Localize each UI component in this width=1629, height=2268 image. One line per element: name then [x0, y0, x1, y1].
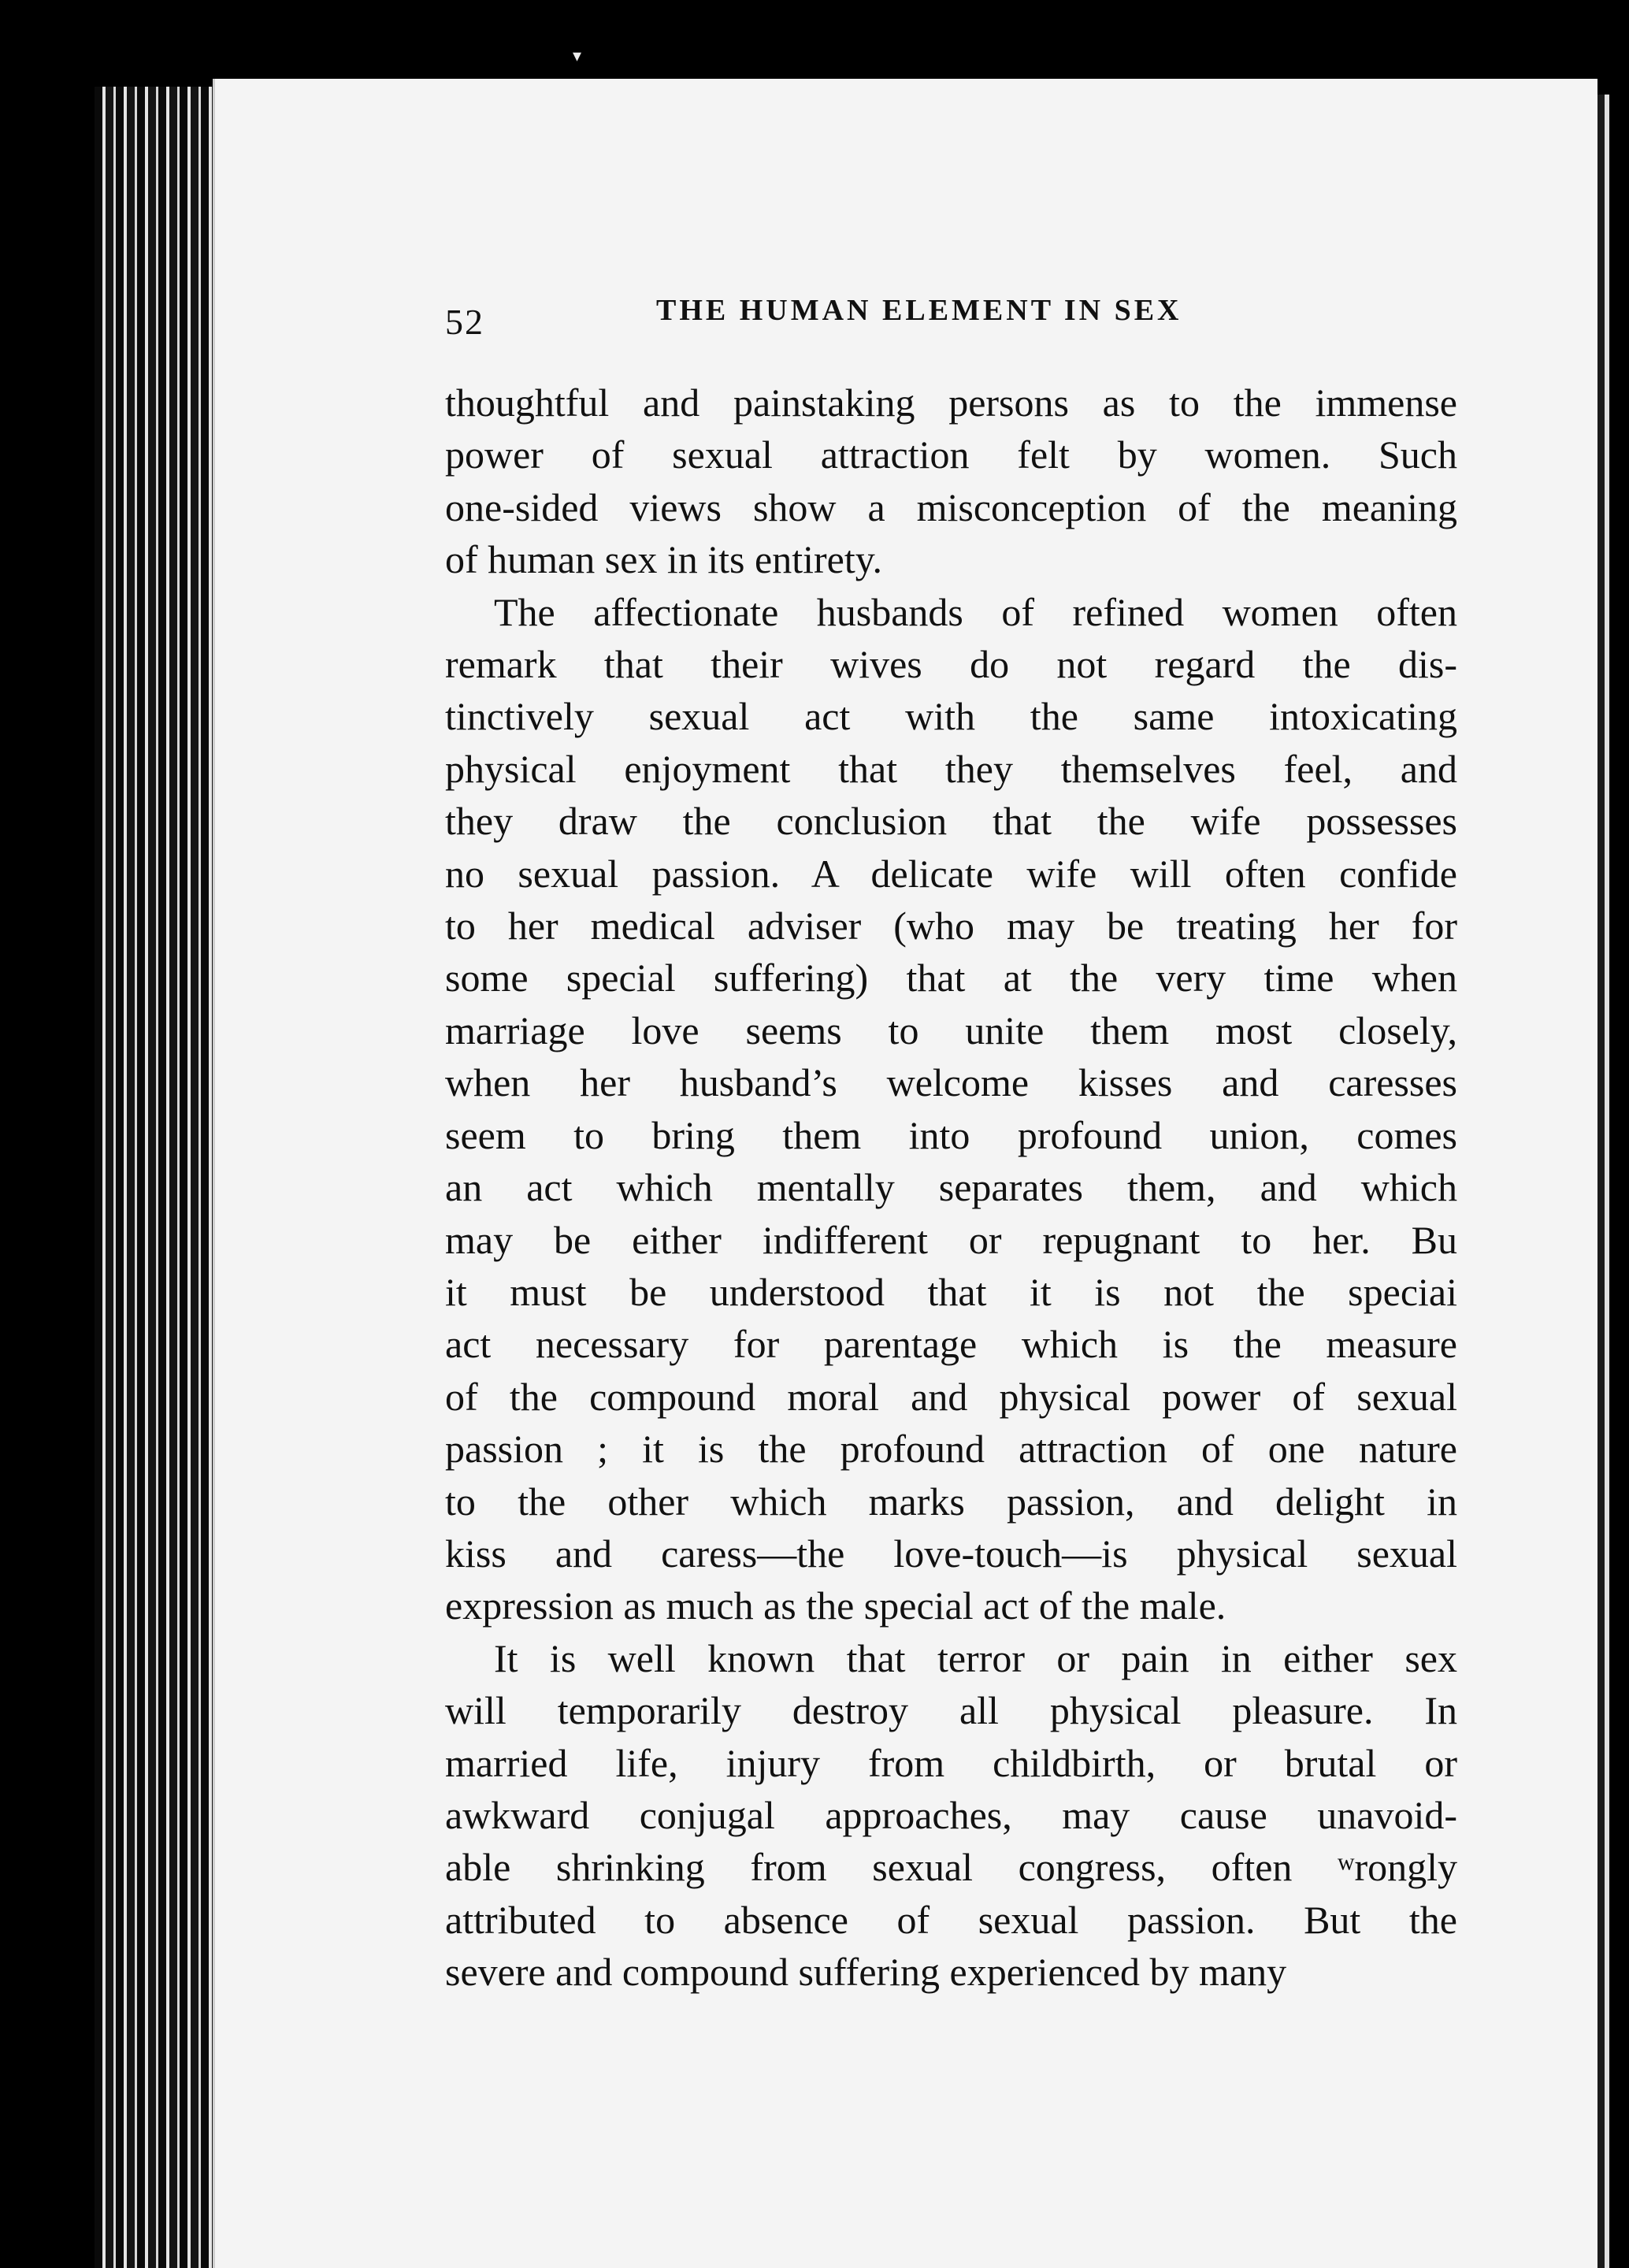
text-line: thoughtful and painstaking persons as to the immense — [445, 380, 1457, 425]
text-line: kiss and caress—the love-touch—is physical sexual — [445, 1531, 1457, 1576]
text-line: some special suffering) that at the very time when — [445, 956, 1457, 1000]
text-line: married life, injury from childbirth, or brutal or — [445, 1740, 1457, 1785]
text-line: It is well known that terror or pain in either sex — [494, 1635, 1457, 1680]
page-number: 52 — [445, 302, 484, 342]
book-right-edge — [1595, 95, 1629, 2268]
text-line: able shrinking from sexual congress, often ʷrongly — [445, 1845, 1457, 1890]
paragraph — [445, 1632, 1457, 1999]
text-line: power of sexual attraction felt by women. Such — [445, 432, 1457, 477]
text-line: of the compound moral and physical power of sexual — [445, 1374, 1457, 1419]
text-line: no sexual passion. A delicate wife will often confide — [445, 851, 1457, 896]
text-line: seem to bring them into profound union, comes — [445, 1112, 1457, 1157]
text-line: of human sex in its entirety. — [445, 537, 882, 582]
text-line: marriage love seems to unite them most closely, — [445, 1008, 1457, 1052]
text-line: passion ; it is the profound attraction of one nature — [445, 1427, 1457, 1472]
text-line: one-sided views show a misconception of the meaning — [445, 484, 1457, 529]
book-fore-edge — [95, 87, 221, 2268]
paragraph — [445, 586, 1457, 1632]
body-text — [445, 377, 1457, 1999]
paragraph — [445, 377, 1457, 586]
text-line: may be either indifferent or repugnant to her. Bu — [445, 1217, 1457, 1262]
text-line: The affectionate husbands of refined women often — [494, 589, 1457, 634]
text-line: will temporarily destroy all physical pleasure. In — [445, 1688, 1457, 1733]
text-line: awkward conjugal approaches, may cause unavoid- — [445, 1792, 1457, 1837]
text-line: physical enjoyment that they themselves feel, and — [445, 746, 1457, 791]
scan-speck: ▾ — [573, 46, 582, 65]
text-line: severe and compound suffering experienced by many — [445, 1950, 1287, 1995]
text-line: attributed to absence of sexual passion. But the — [445, 1897, 1457, 1942]
page-header — [445, 293, 1469, 348]
text-line: when her husband’s welcome kisses and caresses — [445, 1060, 1457, 1105]
text-line: they draw the conclusion that the wife possesses — [445, 799, 1457, 844]
text-line: act necessary for parentage which is the measure — [445, 1322, 1457, 1367]
running-head: THE HUMAN ELEMENT IN SEX — [656, 294, 1182, 327]
text-line: expression as much as the special act of the male. — [445, 1583, 1226, 1628]
text-line: an act which mentally separates them, and which — [445, 1165, 1457, 1210]
text-line: to the other which marks passion, and delight in — [445, 1479, 1457, 1524]
text-line: remark that their wives do not regard the dis- — [445, 642, 1457, 687]
text-line: tinctively sexual act with the same intoxicating — [445, 694, 1457, 739]
text-line: it must be understood that it is not the speciai — [445, 1269, 1457, 1314]
text-line: to her medical adviser (who may be treating her for — [445, 904, 1457, 948]
